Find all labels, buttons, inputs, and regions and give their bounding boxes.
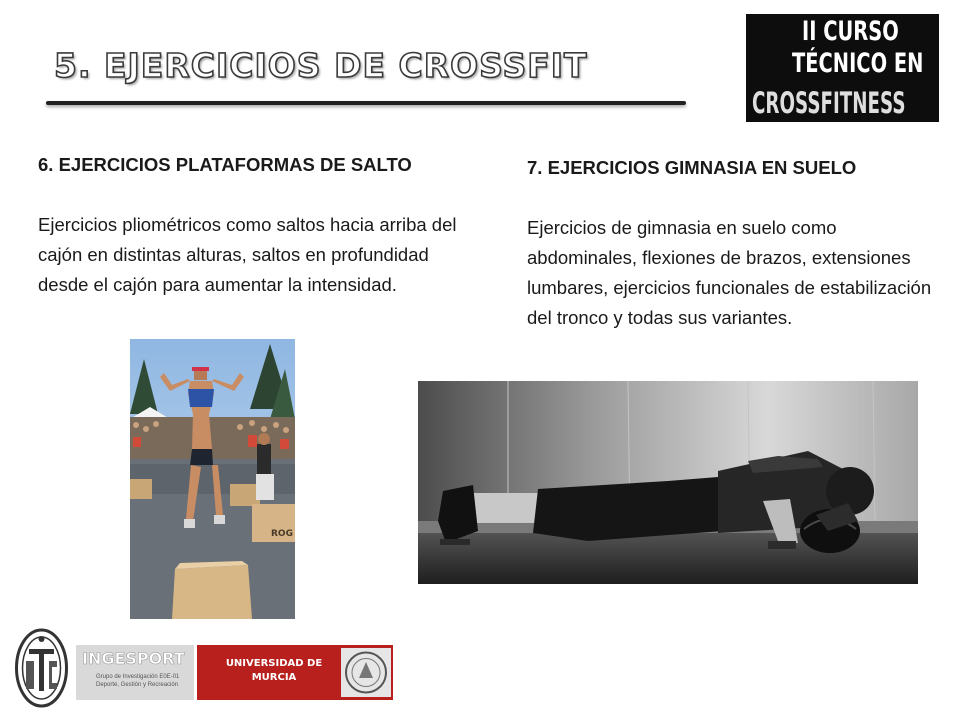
plyo-box-label: ROG [271, 529, 293, 539]
section-floor-gymnastics [527, 153, 947, 333]
floor-pushup-photo [418, 381, 918, 584]
badge-line-1: II CURSO [802, 16, 899, 47]
ingesport-subtitle: Grupo de Investigación E0E-01 Deporte, Gestión y Recreación [96, 674, 180, 688]
course-badge [746, 14, 939, 122]
universidad-murcia-logo [197, 645, 393, 700]
box-jump-photo [130, 339, 295, 619]
slide-title: 5. EJERCICIOS DE CROSSFIT [54, 46, 588, 85]
badge-line-3: CROSSFITNESS [752, 86, 906, 120]
badge-line-2: TÉCNICO EN [792, 48, 924, 79]
section-body-floor-gymnastics: Ejercicios de gimnasia en suelo como abdominales, flexiones de brazos, extensiones lumbares, ejercicios funcionales de estabilización del tronco y todas sus variantes. [527, 217, 932, 328]
itc-logo [14, 627, 69, 709]
university-seal-icon [341, 648, 391, 697]
section-jump-platforms [38, 150, 458, 300]
ingesport-name: INGESPORT [82, 649, 185, 668]
section-heading-jump-platforms: 6. EJERCICIOS PLATAFORMAS DE SALTO [38, 154, 412, 175]
section-heading-floor-gymnastics: 7. EJERCICIOS GIMNASIA EN SUELO [527, 157, 857, 178]
title-underline [46, 101, 686, 105]
universidad-murcia-name: UNIVERSIDAD DE MURCIA [225, 658, 323, 683]
section-body-jump-platforms: Ejercicios pliométricos como saltos hacia arriba del cajón en distintas alturas, saltos en profundidad desde el cajón para aumentar la intensidad. [38, 214, 457, 295]
ingesport-logo [76, 645, 194, 700]
